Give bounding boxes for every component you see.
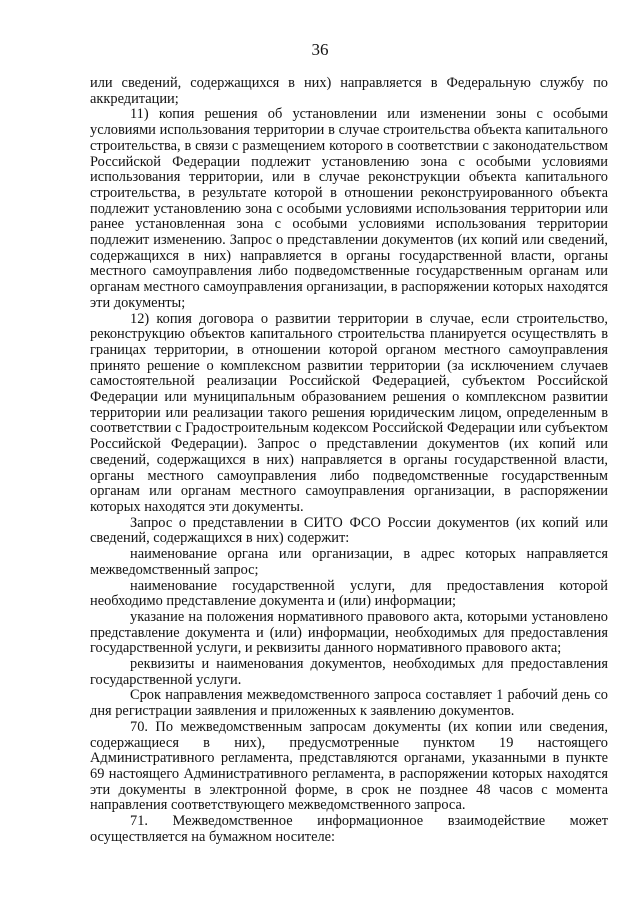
paragraph-request-organ-name: наименование органа или организации, в адрес которых направляется межведомственный запрос; (90, 546, 608, 578)
page-number: 36 (311, 40, 329, 59)
paragraph-request-service-name: наименование государственной услуги, для предоставления которой необходимо представление документа и (или) информации; (90, 577, 608, 610)
paragraph-continuation: или сведений, содержащихся в них) направляется в Федеральную службу по аккредитации; (90, 75, 608, 107)
paragraph-request-contents: Запрос о представлении в СИТО ФСО России документов (их копий или сведений, содержащихся в них) содержит: (90, 514, 608, 547)
paragraph-request-document-details: реквизиты и наименования документов, необходимых для предоставления государственной услуги. (90, 656, 608, 688)
paragraph-section-70: 70. По межведомственным запросам документы (их копии или сведения, содержащиеся в них), предусмотренные пунктом 19 настоящего Административного регламента, представляются органами, указанными в пункте 69 настоящего Административного регламента, в распоряжении которых находятся эти документы в электронной форме, в срок не позднее 48 часов с момента направления соответствующего межведомственного запроса. (90, 718, 608, 814)
paragraph-item-11: 11) копия решения об установлении или изменении зоны с особыми условиями использования территории в случае строительства объекта капитального строительства, в связи с размещением которого в соответствии с законодательством Российской Федерации подлежит установлению зона с особыми условиями использования территории, или в случае реконструкции объекта капитального строительства, в результате которой в отношении реконструированного объекта подлежит установлению зона с особыми условиями использования территории или ранее установленная зона с особыми условиями использования территории подлежит изменению. Запрос о представлении документов (их копий или сведений, содержащихся в них) направляется в органы государственной власти, органы местного самоуправления либо подведомственные государственным органам или органам местного самоуправления организации, в распоряжении которых находятся эти документы; (90, 106, 608, 311)
paragraph-request-legal-act: указание на положения нормативного правового акта, которыми установлено представление документа и (или) информации, необходимых для предоставления государственной услуги, и реквизиты данного нормативного правового акта; (90, 608, 608, 657)
paragraph-request-deadline: Срок направления межведомственного запроса составляет 1 рабочий день со дня регистрации заявления и приложенных к заявлению документов. (90, 687, 608, 720)
document-body (90, 76, 608, 845)
paragraph-item-12: 12) копия договора о развитии территории в случае, если строительство, реконструкцию объектов капитального строительства планируется осуществлять в границах территории, в отношении которой органом местного самоуправления принято решение о комплексном развитии территории (за исключением случаев самостоятельной реализации Российской Федерацией, субъектом Российской Федерации или муниципальным образованием решения о комплексном развитии территории или реализации такого решения юридическим лицом, определенным в соответствии с Градостроительным кодексом Российской Федерации или субъектом Российской Федерации). Запрос о представлении документов (их копий или сведений, содержащихся в них) направляется в органы государственной власти, органы местного самоуправления либо подведомственные государственным органам или органам местного самоуправления организации, в распоряжении которых находятся эти документы. (90, 310, 608, 515)
paragraph-section-71: 71. Межведомственное информационное взаимодействие может осуществляется на бумажном носителе: (90, 813, 608, 845)
